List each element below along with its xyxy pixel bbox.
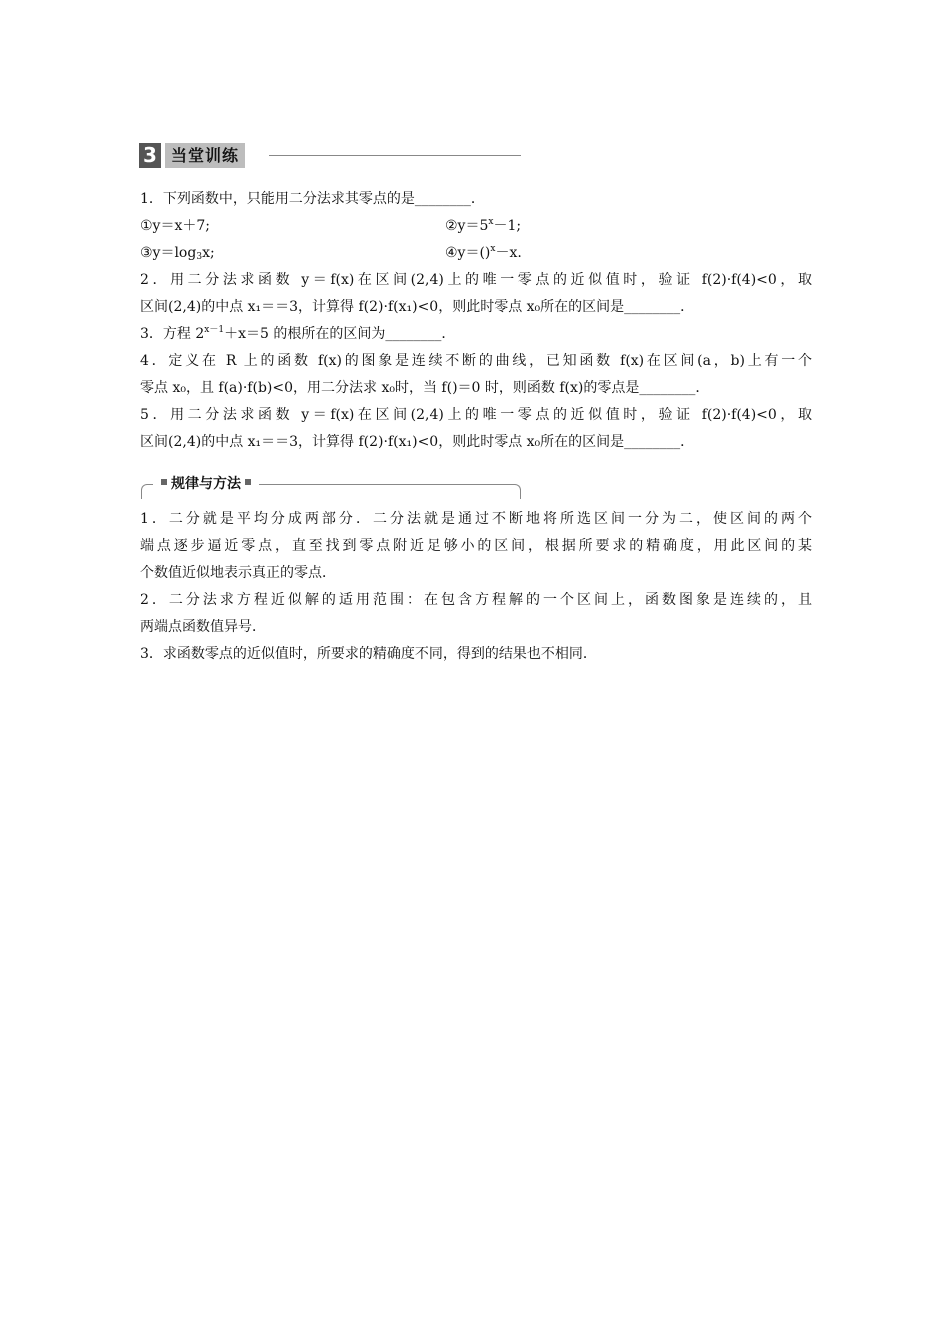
exercise-2-line-1: 2．用二分法求函数 y＝f(x)在区间(2,4)上的唯一零点的近似值时，验证 f(2)·f(4)<0，取 — [140, 272, 812, 288]
exercise-list — [140, 186, 812, 456]
option-2-base: ②y＝5 — [445, 218, 489, 234]
exercise-3-head: 3．方程 2 — [140, 326, 205, 342]
section-title: 当堂训练 — [165, 143, 245, 168]
exercise-5-line-2: 区间(2,4)的中点 x₁＝＝3，计算得 f(2)·f(x₁)<0，则此时零点 x₀所在的区间是________． — [140, 434, 695, 450]
exercise-2-line-2: 区间(2,4)的中点 x₁＝＝3，计算得 f(2)·f(x₁)<0，则此时零点 x₀所在的区间是________． — [140, 299, 695, 315]
rules-title-text: 规律与方法 — [171, 476, 241, 492]
exercise-5-line-1: 5．用二分法求函数 y＝f(x)在区间(2,4)上的唯一零点的近似值时，验证 f(2)·f(4)<0，取 — [140, 407, 812, 423]
section-number: 3 — [139, 143, 161, 168]
rules-list — [140, 506, 812, 668]
exercise-3-exponent: x－1 — [204, 325, 225, 335]
rules-header — [141, 474, 521, 500]
rule-3-line-1: 3．求函数零点的近似值时，所要求的精确度不同，得到的结果也不相同． — [140, 646, 597, 662]
exercise-1-options-row-1 — [140, 213, 812, 240]
exercise-1-option-1: ①y＝x＋7; — [140, 218, 210, 234]
option-2-exponent: x — [488, 217, 494, 227]
rule-2-line-2: 两端点函数值异号． — [140, 619, 266, 635]
option-4-tail: －x. — [495, 245, 522, 261]
exercise-1-option-2 — [445, 213, 521, 240]
section-divider — [269, 155, 521, 156]
rule-2-line-1: 2．二分法求方程近似解的适用范围：在包含方程解的一个区间上，函数图象是连续的，且 — [140, 592, 812, 608]
rules-title — [153, 474, 259, 494]
exercise-1-option-4 — [445, 240, 522, 267]
option-3-tail: x; — [202, 245, 215, 261]
section-header — [139, 143, 521, 169]
exercise-1-option-3 — [140, 245, 215, 261]
option-2-tail: －1; — [493, 218, 522, 234]
option-4-base: ④y＝() — [445, 245, 491, 261]
rule-1-line-2: 端点逐步逼近零点，直至找到零点附近足够小的区间，根据所要求的精确度，用此区间的某 — [140, 538, 812, 554]
exercise-1-stem: 1．下列函数中，只能用二分法求其零点的是________． — [140, 191, 485, 207]
option-4-exponent: x — [490, 244, 496, 254]
option-3-base: ③y＝log — [140, 245, 197, 261]
exercise-1-options-row-2 — [140, 240, 812, 267]
exercise-4-line-1: 4．定义在 R 上的函数 f(x)的图象是连续不断的曲线，已知函数 f(x)在区间(a，b)上有一个 — [140, 353, 812, 369]
option-3-subscript: 3 — [196, 252, 203, 262]
rule-1-line-1: 1．二分就是平均分成两部分．二分法就是通过不断地将所选区间一分为二，使区间的两个 — [140, 511, 812, 527]
square-bullet-icon — [161, 479, 167, 485]
square-bullet-icon — [245, 479, 251, 485]
exercise-3-tail: ＋x＝5 的根所在的区间为________． — [224, 326, 456, 342]
exercise-3 — [140, 321, 812, 348]
exercise-4-line-2: 零点 x₀，且 f(a)·f(b)<0，用二分法求 x₀时，当 f()＝0 时，则函数 f(x)的零点是________． — [140, 380, 710, 396]
rule-1-line-3: 个数值近似地表示真正的零点． — [140, 565, 336, 581]
